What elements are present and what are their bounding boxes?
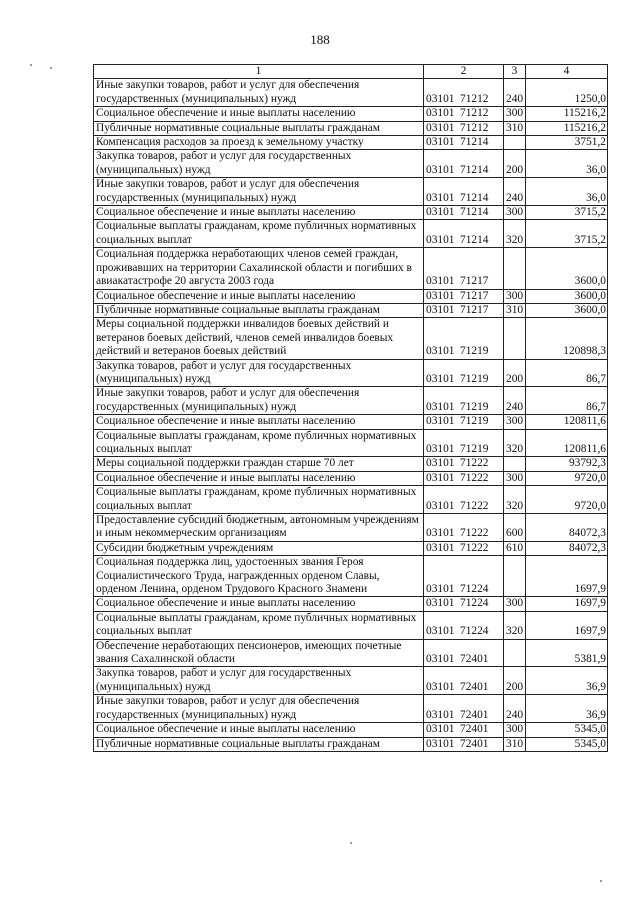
row-code-part-b: 71222 (460, 541, 489, 554)
row-name: Социальное обеспечение и иные выплаты населению (94, 107, 424, 121)
table-row (94, 415, 608, 429)
row-amount: 36,0 (526, 150, 608, 178)
row-code (424, 318, 504, 359)
row-expense-type: 240 (504, 178, 526, 206)
table-body (94, 65, 608, 752)
row-code (424, 541, 504, 555)
row-name: Социальные выплаты гражданам, кроме публичных нормативных социальных выплат (94, 486, 424, 514)
row-name: Социальная поддержка неработающих членов семей граждан, проживавших на территории Сахалинской области и погибших в авиакатастрофе 20 августа 2003 года (94, 248, 424, 289)
row-expense-type: 300 (504, 723, 526, 737)
row-expense-type: 300 (504, 107, 526, 121)
table-row (94, 429, 608, 457)
row-code-part-a: 03101 (426, 400, 455, 413)
row-name: Социальное обеспечение и иные выплаты населению (94, 289, 424, 303)
row-amount: 120811,6 (526, 429, 608, 457)
row-amount: 5345,0 (526, 737, 608, 751)
row-code-part-a: 03101 (426, 653, 455, 666)
row-expense-type: 300 (504, 206, 526, 220)
scan-speck (50, 67, 52, 69)
row-code (424, 597, 504, 611)
row-expense-type: 310 (504, 303, 526, 317)
table-row (94, 121, 608, 135)
row-code-part-b: 71212 (460, 121, 489, 134)
row-code (424, 136, 504, 150)
table-row (94, 611, 608, 639)
row-code (424, 289, 504, 303)
table-row (94, 136, 608, 150)
row-code-part-a: 03101 (426, 233, 455, 246)
scan-speck (30, 64, 32, 66)
row-name: Публичные нормативные социальные выплаты гражданам (94, 121, 424, 135)
row-code-part-a: 03101 (426, 457, 455, 470)
row-expense-type: 320 (504, 611, 526, 639)
row-code (424, 611, 504, 639)
row-expense-type (504, 136, 526, 150)
row-code-part-b: 72401 (460, 708, 489, 721)
table-row (94, 514, 608, 542)
row-code-part-a: 03101 (426, 289, 455, 302)
row-code-part-a: 03101 (426, 121, 455, 134)
row-expense-type: 300 (504, 471, 526, 485)
row-expense-type: 200 (504, 359, 526, 387)
row-code (424, 79, 504, 107)
row-name: Публичные нормативные социальные выплаты гражданам (94, 737, 424, 751)
row-name: Обеспечение неработающих пенсионеров, имеющих почетные звания Сахалинской области (94, 639, 424, 667)
row-code (424, 150, 504, 178)
column-header: 1 (94, 65, 424, 79)
row-name: Социальные выплаты гражданам, кроме публичных нормативных социальных выплат (94, 611, 424, 639)
row-code-part-b: 71217 (460, 275, 489, 288)
row-amount: 115216,2 (526, 107, 608, 121)
row-code-part-b: 71214 (460, 191, 489, 204)
row-expense-type: 310 (504, 737, 526, 751)
row-code-part-a: 03101 (426, 372, 455, 385)
row-code (424, 667, 504, 695)
row-amount: 84072,3 (526, 514, 608, 542)
row-code-part-b: 71219 (460, 345, 489, 358)
row-expense-type (504, 457, 526, 471)
row-expense-type (504, 318, 526, 359)
table-row (94, 471, 608, 485)
row-code-part-b: 72401 (460, 723, 489, 736)
row-code (424, 737, 504, 751)
row-code (424, 178, 504, 206)
table-row (94, 150, 608, 178)
row-code-part-a: 03101 (426, 275, 455, 288)
row-name: Иные закупки товаров, работ и услуг для обеспечения государственных (муниципальных) нужд (94, 79, 424, 107)
table-row (94, 220, 608, 248)
table-row (94, 597, 608, 611)
row-expense-type: 240 (504, 79, 526, 107)
table-row (94, 695, 608, 723)
row-amount: 5381,9 (526, 639, 608, 667)
row-name: Публичные нормативные социальные выплаты гражданам (94, 303, 424, 317)
row-name: Социальное обеспечение и иные выплаты населению (94, 597, 424, 611)
row-code (424, 415, 504, 429)
row-name: Закупка товаров, работ и услуг для государственных (муниципальных) нужд (94, 667, 424, 695)
row-code (424, 471, 504, 485)
table-row (94, 723, 608, 737)
row-code (424, 220, 504, 248)
scan-speck (350, 842, 352, 844)
row-expense-type (504, 556, 526, 597)
row-name: Социальное обеспечение и иные выплаты населению (94, 723, 424, 737)
row-name: Социальные выплаты гражданам, кроме публичных нормативных социальных выплат (94, 429, 424, 457)
column-header: 2 (424, 65, 504, 79)
row-code (424, 457, 504, 471)
page-number: 188 (310, 32, 330, 47)
row-amount: 1250,0 (526, 79, 608, 107)
row-expense-type: 320 (504, 486, 526, 514)
table-row (94, 556, 608, 597)
row-code (424, 429, 504, 457)
row-expense-type: 300 (504, 415, 526, 429)
row-code (424, 303, 504, 317)
row-code-part-b: 71219 (460, 372, 489, 385)
row-amount: 36,9 (526, 667, 608, 695)
row-code-part-b: 71214 (460, 163, 489, 176)
row-code-part-b: 71224 (460, 597, 489, 610)
row-amount: 3600,0 (526, 248, 608, 289)
row-code (424, 359, 504, 387)
row-code-part-a: 03101 (426, 723, 455, 736)
row-code-part-b: 71224 (460, 583, 489, 596)
row-code-part-a: 03101 (426, 415, 455, 428)
row-code-part-a: 03101 (426, 206, 455, 219)
row-name: Закупка товаров, работ и услуг для государственных (муниципальных) нужд (94, 359, 424, 387)
budget-table (93, 64, 608, 752)
row-code-part-a: 03101 (426, 708, 455, 721)
row-code-part-b: 72401 (460, 680, 489, 693)
row-amount: 93792,3 (526, 457, 608, 471)
row-code-part-b: 71224 (460, 625, 489, 638)
column-header: 3 (504, 65, 526, 79)
row-expense-type: 320 (504, 220, 526, 248)
row-expense-type: 240 (504, 387, 526, 415)
table-row (94, 178, 608, 206)
row-code-part-a: 03101 (426, 442, 455, 455)
row-expense-type: 240 (504, 695, 526, 723)
row-name: Социальная поддержка лиц, удостоенных звания Героя Социалистического Труда, награжденных орденом Славы, орденом Ленина, орденом Трудового Красного Знамени (94, 556, 424, 597)
row-code-part-a: 03101 (426, 191, 455, 204)
table-row (94, 667, 608, 695)
row-code (424, 514, 504, 542)
row-code-part-b: 71219 (460, 400, 489, 413)
row-code-part-a: 03101 (426, 680, 455, 693)
table-row (94, 359, 608, 387)
row-amount: 1697,9 (526, 556, 608, 597)
row-code-part-a: 03101 (426, 527, 455, 540)
row-code (424, 206, 504, 220)
row-amount: 3715,2 (526, 206, 608, 220)
row-amount: 115216,2 (526, 121, 608, 135)
row-expense-type: 200 (504, 667, 526, 695)
table-row (94, 486, 608, 514)
row-name: Компенсация расходов за проезд к земельному участку (94, 136, 424, 150)
row-expense-type (504, 248, 526, 289)
row-code-part-b: 71222 (460, 527, 489, 540)
row-code-part-a: 03101 (426, 737, 455, 750)
row-code (424, 556, 504, 597)
table-row (94, 541, 608, 555)
row-expense-type (504, 639, 526, 667)
row-code-part-a: 03101 (426, 92, 455, 105)
table-row (94, 303, 608, 317)
column-header: 4 (526, 65, 608, 79)
row-code (424, 639, 504, 667)
table-row (94, 206, 608, 220)
row-name: Социальное обеспечение и иные выплаты населению (94, 471, 424, 485)
table-row (94, 107, 608, 121)
row-code-part-b: 71212 (460, 107, 489, 120)
table-row (94, 387, 608, 415)
table-row (94, 289, 608, 303)
row-expense-type: 600 (504, 514, 526, 542)
row-code-part-b: 71212 (460, 92, 489, 105)
row-amount: 5345,0 (526, 723, 608, 737)
row-expense-type: 300 (504, 289, 526, 303)
row-name: Социальные выплаты гражданам, кроме публичных нормативных социальных выплат (94, 220, 424, 248)
row-code-part-a: 03101 (426, 625, 455, 638)
row-code-part-a: 03101 (426, 345, 455, 358)
row-code-part-b: 72401 (460, 653, 489, 666)
row-amount: 36,0 (526, 178, 608, 206)
row-code (424, 695, 504, 723)
table-row (94, 639, 608, 667)
row-code-part-b: 71222 (460, 471, 489, 484)
row-code (424, 387, 504, 415)
row-name: Субсидии бюджетным учреждениям (94, 541, 424, 555)
row-code-part-a: 03101 (426, 107, 455, 120)
row-expense-type: 320 (504, 429, 526, 457)
row-code-part-a: 03101 (426, 541, 455, 554)
row-code-part-b: 71217 (460, 303, 489, 316)
row-amount: 3600,0 (526, 303, 608, 317)
row-expense-type: 610 (504, 541, 526, 555)
row-name: Иные закупки товаров, работ и услуг для обеспечения государственных (муниципальных) нужд (94, 387, 424, 415)
row-expense-type: 300 (504, 597, 526, 611)
row-name: Меры социальной поддержки граждан старше 70 лет (94, 457, 424, 471)
row-code-part-b: 71222 (460, 457, 489, 470)
row-code-part-b: 72401 (460, 737, 489, 750)
row-name: Иные закупки товаров, работ и услуг для обеспечения государственных (муниципальных) нужд (94, 178, 424, 206)
row-expense-type: 310 (504, 121, 526, 135)
row-code-part-b: 71214 (460, 233, 489, 246)
row-code-part-a: 03101 (426, 471, 455, 484)
row-amount: 9720,0 (526, 486, 608, 514)
row-code-part-a: 03101 (426, 136, 455, 149)
row-amount: 86,7 (526, 359, 608, 387)
row-code-part-b: 71219 (460, 415, 489, 428)
table-row (94, 318, 608, 359)
row-code (424, 723, 504, 737)
scan-speck (600, 880, 602, 882)
row-amount: 86,7 (526, 387, 608, 415)
row-amount: 120811,6 (526, 415, 608, 429)
row-name: Социальное обеспечение и иные выплаты населению (94, 415, 424, 429)
row-code (424, 486, 504, 514)
row-expense-type: 200 (504, 150, 526, 178)
row-amount: 3600,0 (526, 289, 608, 303)
row-amount: 84072,3 (526, 541, 608, 555)
row-code-part-b: 71217 (460, 289, 489, 302)
row-amount: 1697,9 (526, 611, 608, 639)
row-code-part-b: 71222 (460, 499, 489, 512)
row-code-part-b: 71214 (460, 136, 489, 149)
row-amount: 3715,2 (526, 220, 608, 248)
table-row (94, 737, 608, 751)
row-code-part-a: 03101 (426, 303, 455, 316)
table-row (94, 79, 608, 107)
table-row (94, 457, 608, 471)
row-code-part-a: 03101 (426, 499, 455, 512)
row-amount: 36,9 (526, 695, 608, 723)
row-amount: 9720,0 (526, 471, 608, 485)
row-code (424, 121, 504, 135)
row-amount: 120898,3 (526, 318, 608, 359)
row-code (424, 248, 504, 289)
row-code-part-b: 71219 (460, 442, 489, 455)
row-code (424, 107, 504, 121)
row-code-part-a: 03101 (426, 597, 455, 610)
row-name: Иные закупки товаров, работ и услуг для обеспечения государственных (муниципальных) нужд (94, 695, 424, 723)
row-code-part-a: 03101 (426, 163, 455, 176)
row-amount: 1697,9 (526, 597, 608, 611)
row-name: Предоставление субсидий бюджетным, автономным учреждениям и иным некоммерческим организациям (94, 514, 424, 542)
table-row (94, 248, 608, 289)
row-code-part-a: 03101 (426, 583, 455, 596)
row-amount: 3751,2 (526, 136, 608, 150)
row-name: Закупка товаров, работ и услуг для государственных (муниципальных) нужд (94, 150, 424, 178)
row-name: Социальное обеспечение и иные выплаты населению (94, 206, 424, 220)
column-header-row (94, 65, 608, 79)
row-name: Меры социальной поддержки инвалидов боевых действий и ветеранов боевых действий, членов семей инвалидов боевых действий и ветеранов боевых действий (94, 318, 424, 359)
row-code-part-b: 71214 (460, 206, 489, 219)
